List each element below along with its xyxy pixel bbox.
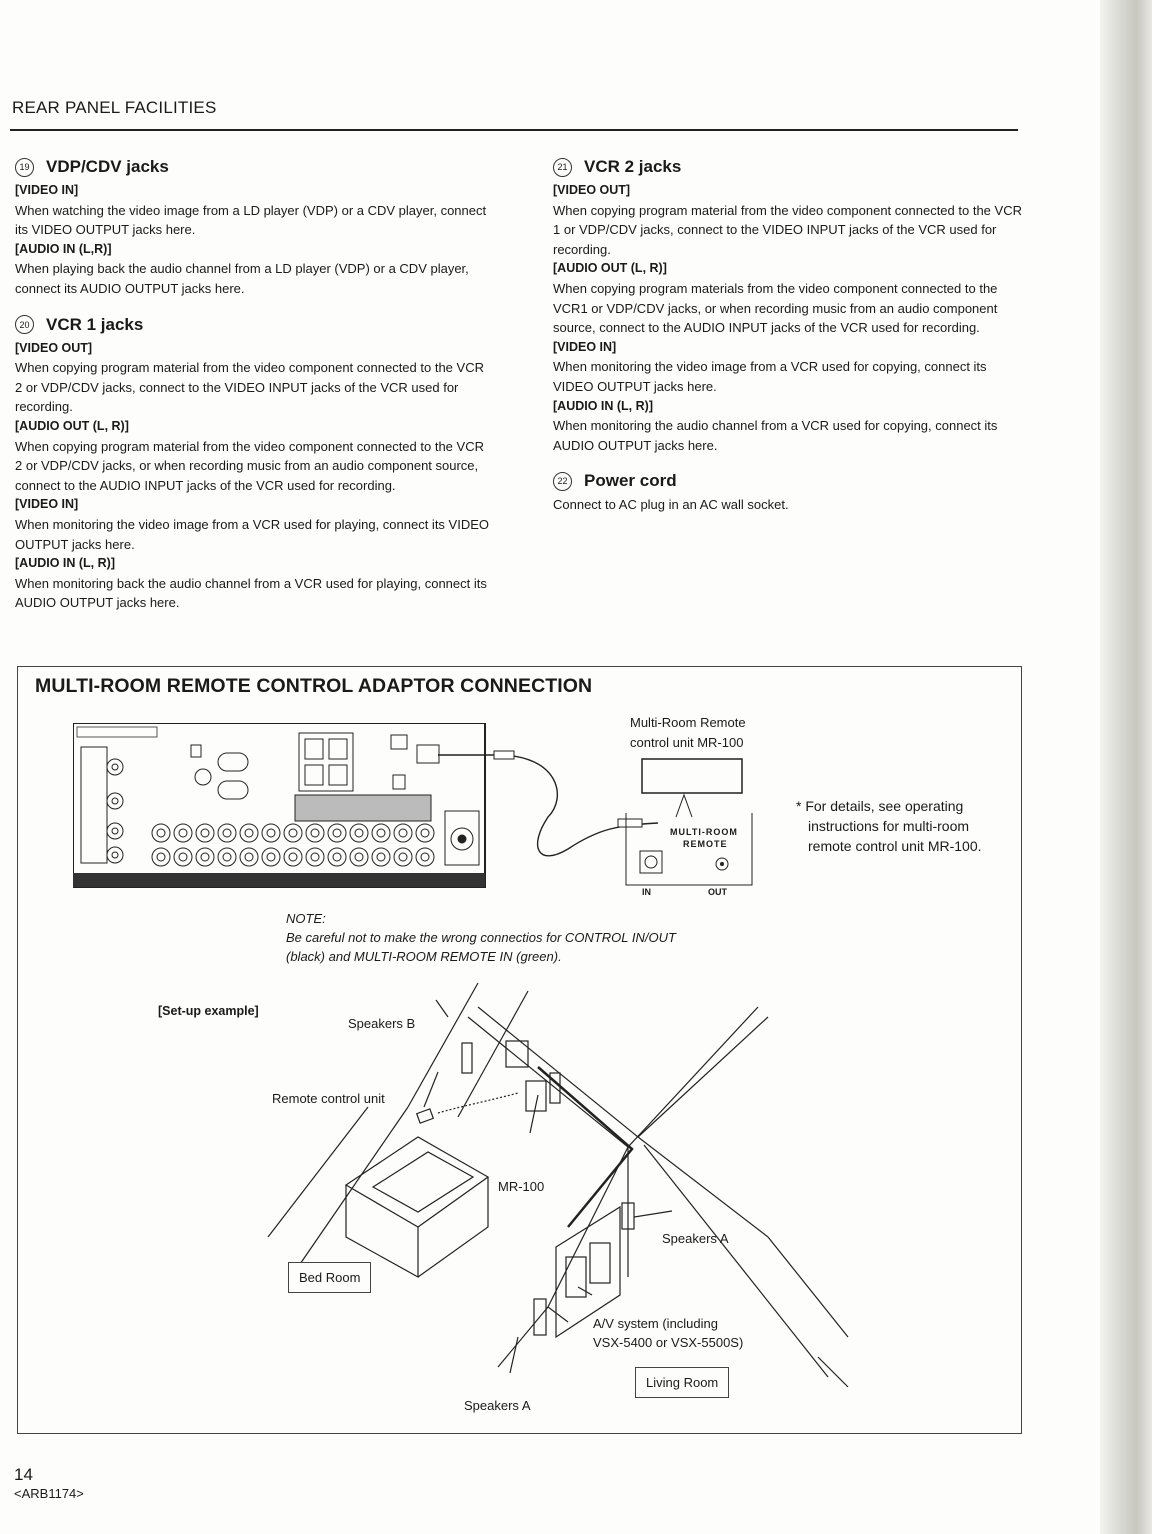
rca-jack — [394, 824, 412, 842]
page-number: 14 — [14, 1465, 33, 1484]
living-room-label: Living Room — [635, 1367, 729, 1398]
details-note-line3: remote control unit MR-100. — [808, 838, 982, 854]
rca-jack — [372, 848, 390, 866]
subheading: [AUDIO IN (L, R)] — [15, 556, 115, 571]
speakers-a-bottom-label: Speakers A — [464, 1398, 531, 1413]
description-text: When copying program material from the video component connected to the VCR 2 or VDP/CDV jacks, or when recording music from an audio component source, connect to the AUDIO INPUT jacks of the VCR used for recording. — [15, 438, 484, 493]
rca-jack-center — [311, 829, 319, 837]
section-title: Power cord — [584, 471, 677, 491]
rca-jack-center — [399, 853, 407, 861]
rca-jack-center — [399, 829, 407, 837]
av-system-label-line1: A/V system (including — [593, 1316, 718, 1331]
setup-example-label: [Set-up example] — [158, 1004, 259, 1018]
description-text: Connect to AC plug in an AC wall socket. — [553, 497, 789, 513]
rca-jack-center — [201, 829, 209, 837]
rca-jack-center — [179, 829, 187, 837]
speakers-a-right-label: Speakers A — [662, 1231, 729, 1246]
bed-room-label: Bed Room — [288, 1262, 371, 1293]
subheading: [AUDIO IN (L,R)] — [15, 241, 112, 256]
rca-jack-center — [179, 853, 187, 861]
subheading: [VIDEO IN] — [15, 497, 79, 512]
description-text: When copying program materials from the video component connected to the VCR1 or VDP/CDV jacks, or when recording music from an audio component source, connect to the AUDIO INPUT jacks of the VCR used for recording. — [553, 280, 998, 336]
document-code: <ARB1174> — [14, 1486, 84, 1501]
remote-unit-label: Remote control unit — [272, 1091, 385, 1106]
mr100-out-label: OUT — [708, 887, 727, 897]
description-text: When watching the video image from a LD player (VDP) or a CDV player, connect its VIDEO OUTPUT jacks here. — [15, 202, 487, 238]
multiroom-title: MULTI-ROOM REMOTE CONTROL ADAPTOR CONNECTION — [35, 675, 593, 697]
description-text: When monitoring the audio channel from a VCR used for copying, connect its AUDIO OUTPUT jacks here. — [553, 418, 998, 453]
rca-jack — [284, 824, 302, 842]
rca-jack-center — [377, 853, 385, 861]
section-title: VCR 2 jacks — [584, 157, 682, 176]
details-note-line1: * For details, see operating — [796, 798, 964, 814]
section-heading — [553, 469, 1028, 493]
description-text: When copying program material from the video component connected to the VCR 2 or VDP/CDV jacks, connect to the VIDEO INPUT jacks of the VCR used for recording. — [15, 360, 484, 415]
rca-jack — [262, 824, 280, 842]
rca-jack-center — [333, 853, 341, 861]
description-text: When monitoring back the audio channel from a VCR used for playing, connect its AUDIO OUTPUT jacks here. — [15, 575, 487, 611]
rca-jack-center — [377, 829, 385, 837]
subheading: [VIDEO IN] — [15, 183, 79, 197]
note-title: NOTE: — [286, 911, 326, 926]
rca-jack-center — [157, 829, 165, 837]
rca-jack — [262, 848, 280, 866]
rca-jack-center — [245, 853, 253, 861]
subheading: [VIDEO OUT] — [15, 340, 93, 355]
subheading: [VIDEO IN] — [553, 339, 617, 354]
scan-edge-strip — [1100, 0, 1152, 1534]
room-setup-illustration — [248, 977, 868, 1427]
rca-jack-center — [355, 853, 363, 861]
rca-jack — [394, 848, 412, 866]
rca-jack — [152, 824, 170, 842]
rca-jack — [218, 824, 236, 842]
description-text: When copying program material from the video component connected to the VCR 1 or VDP/CDV jacks, connect to the VIDEO INPUT jacks of the VCR used for recording. — [553, 202, 1022, 257]
section-number-badge: 22 — [553, 472, 572, 491]
rca-jack — [372, 824, 390, 842]
note-line2: (black) and MULTI-ROOM REMOTE IN (green). — [286, 949, 562, 964]
mr100-panel-label1: MULTI-ROOM — [670, 827, 738, 837]
rca-jack — [196, 848, 214, 866]
rca-jack-center — [333, 829, 341, 837]
rca-jack-center — [311, 853, 319, 861]
section-number-badge: 21 — [553, 158, 572, 177]
section-title: VDP/CDV jacks — [46, 157, 169, 176]
av-system-label-line2: VSX-5400 or VSX-5500S) — [593, 1335, 744, 1350]
rca-jack — [240, 848, 258, 866]
rca-jack — [350, 848, 368, 866]
rca-jack — [306, 824, 324, 842]
rca-jack — [174, 848, 192, 866]
rca-jack — [328, 848, 346, 866]
description-text: When monitoring the video image from a VCR used for copying, connect its VIDEO OUTPUT jacks here. — [553, 359, 987, 394]
section-number-badge: 19 — [15, 158, 34, 177]
rca-jack — [240, 824, 258, 842]
rca-jack-center — [223, 853, 231, 861]
rca-jack — [306, 848, 324, 866]
section-heading — [553, 155, 1028, 179]
section-gap — [15, 299, 490, 313]
rca-jack-center — [267, 829, 275, 837]
note-line1: Be careful not to make the wrong connectios for CONTROL IN/OUT — [286, 930, 676, 945]
rca-jack — [218, 848, 236, 866]
details-note-line2: instructions for multi-room — [808, 818, 970, 834]
subheading: [AUDIO OUT (L, R)] — [15, 418, 129, 433]
rca-jack-center — [289, 829, 297, 837]
subheading: [VIDEO OUT] — [553, 183, 631, 197]
section-heading — [15, 155, 490, 179]
rca-jack-center — [267, 853, 275, 861]
rca-jack — [174, 824, 192, 842]
section-title: VCR 1 jacks — [46, 314, 144, 334]
rca-jack-center — [157, 853, 165, 861]
section-heading — [15, 313, 490, 337]
description-text: When monitoring the video image from a VCR used for playing, connect its VIDEO OUTPUT jacks here. — [15, 516, 489, 552]
header-rule — [10, 129, 1018, 131]
rca-jack — [284, 848, 302, 866]
right-column — [553, 155, 1028, 515]
rca-jack — [350, 824, 368, 842]
section-number-badge: 20 — [15, 315, 34, 334]
rca-jack — [328, 824, 346, 842]
rca-jack-center — [355, 829, 363, 837]
subheading: [AUDIO OUT (L, R)] — [553, 261, 667, 276]
mr100-room-label: MR-100 — [498, 1179, 545, 1194]
description-text: When playing back the audio channel from a LD player (VDP) or a CDV player, connect its AUDIO OUTPUT jacks here. — [15, 261, 469, 296]
rca-jack — [152, 848, 170, 866]
rca-jack-center — [223, 829, 231, 837]
mr100-label-line2: control unit MR-100 — [630, 735, 744, 750]
multiroom-box — [17, 666, 1022, 1434]
mr100-panel-label2: REMOTE — [683, 839, 728, 849]
mr100-in-label: IN — [642, 887, 651, 897]
left-column — [15, 155, 490, 613]
mr100-label-line1: Multi-Room Remote — [630, 715, 746, 730]
rca-jack — [196, 824, 214, 842]
speakers-b-label: Speakers B — [348, 1016, 416, 1031]
page-header: REAR PANEL FACILITIES — [12, 98, 217, 117]
rca-jack-center — [245, 829, 253, 837]
rca-jack-center — [201, 853, 209, 861]
rca-jack-center — [289, 853, 297, 861]
subheading: [AUDIO IN (L, R)] — [553, 398, 653, 413]
section-gap — [553, 455, 1028, 469]
